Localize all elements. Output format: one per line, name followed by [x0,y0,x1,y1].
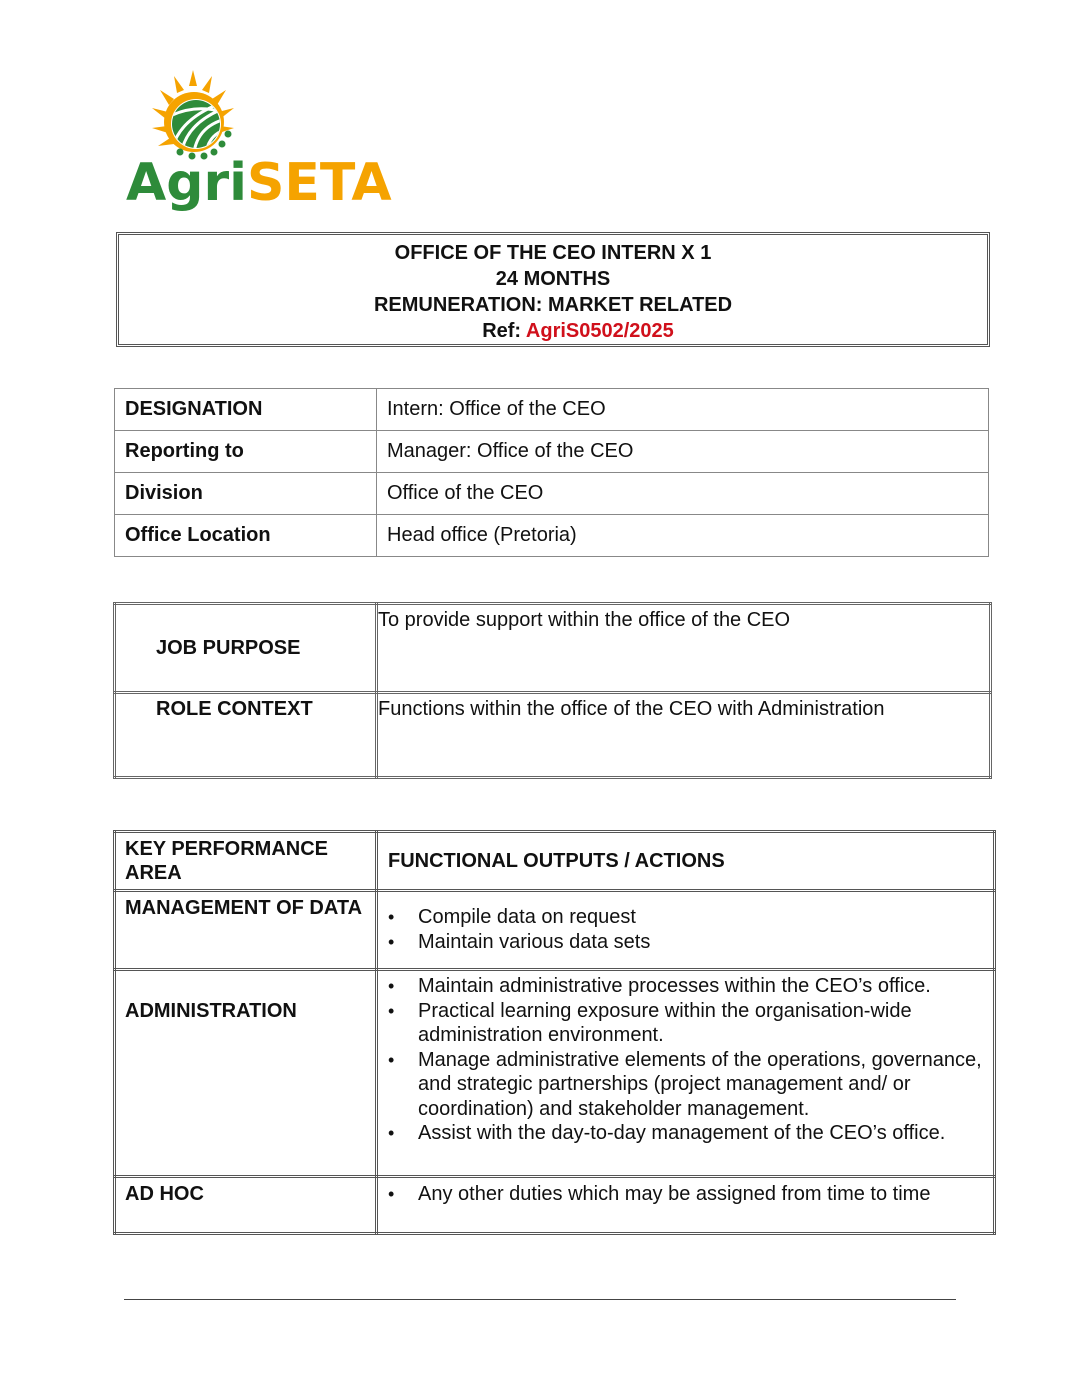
kpa-header: KEY PERFORMANCE AREA [115,832,377,891]
purpose-value: To provide support within the office of the CEO [377,604,991,693]
info-label: DESIGNATION [115,389,377,431]
ref-value: AgriS0502/2025 [525,320,674,342]
info-value: Manager: Office of the CEO [377,431,989,473]
logo-text-agri: Agri [126,153,247,213]
list-item: • Maintain various data sets [386,930,987,955]
table-row [115,1177,995,1234]
agriseta-logo [124,66,396,214]
logo-text-seta: SETA [246,153,392,213]
info-value: Intern: Office of the CEO [377,389,989,431]
info-label: Office Location [115,515,377,557]
kpa-area: ADMINISTRATION [115,970,377,1177]
list-item: • Maintain administrative processes within the CEO’s office. [386,974,987,999]
role-context-label: ROLE CONTEXT [115,693,377,778]
sun-field-icon [152,70,234,160]
table-row [115,693,991,778]
outputs-list [386,971,987,1146]
purpose-label: JOB PURPOSE [115,604,377,693]
job-title-header [116,232,990,347]
table-row [115,389,989,431]
reference-line [119,318,987,344]
info-label: Division [115,473,377,515]
logo-wordmark [126,153,392,213]
duration: 24 MONTHS [495,268,611,290]
table-row [115,473,989,515]
info-value: Office of the CEO [377,473,989,515]
ref-label: Ref: [482,320,526,342]
kpa-area: AD HOC [115,1177,377,1234]
remuneration: REMUNERATION: MARKET RELATED [373,294,733,316]
list-item: • Manage administrative elements of the operations, governance, and strategic partnerships (project management and/ or coordination) and stakeholder management. [386,1048,987,1122]
role-context-value: Functions within the office of the CEO with Administration [377,693,991,778]
table-row [115,604,991,693]
job-title: OFFICE OF THE CEO INTERN X 1 [394,242,712,264]
info-label: Reporting to [115,431,377,473]
kpa-area: MANAGEMENT OF DATA [115,891,377,970]
footer-divider [124,1299,956,1300]
list-item: • Compile data on request [386,905,987,930]
kpa-table [113,830,996,1235]
outputs-list [386,1178,987,1207]
outputs-header: FUNCTIONAL OUTPUTS / ACTIONS [377,832,995,891]
table-row [115,891,995,970]
outputs-list [386,892,987,954]
list-item: • Any other duties which may be assigned from time to time [386,1182,987,1207]
table-header-row [115,832,995,891]
list-item: • Assist with the day-to-day management of the CEO’s office. [386,1121,987,1146]
job-info-table [114,388,989,557]
list-item: • Practical learning exposure within the organisation-wide administration environment. [386,999,987,1048]
table-row [115,431,989,473]
info-value: Head office (Pretoria) [377,515,989,557]
job-purpose-table [113,602,992,779]
table-row [115,515,989,557]
table-row [115,970,995,1177]
